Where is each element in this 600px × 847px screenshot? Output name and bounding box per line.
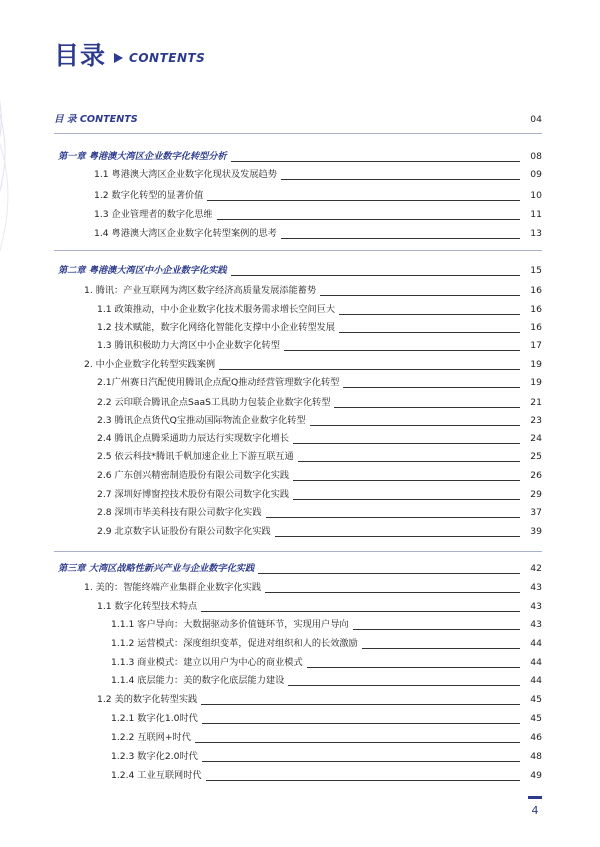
toc-item[interactable]: 2.4 腾讯企点腾采通助力辰达行实现数字化增长 24 bbox=[97, 433, 542, 444]
leader-line bbox=[231, 161, 520, 162]
toc-item[interactable]: 2.6 广东创兴精密制造股份有限公司数字化实践 26 bbox=[97, 470, 542, 481]
leader-line bbox=[307, 667, 520, 668]
leader-line bbox=[293, 443, 520, 444]
leader-line bbox=[339, 332, 520, 333]
toc-chapter-1[interactable]: 第一章 粤港澳大湾区企业数字化转型分析 08 bbox=[58, 151, 542, 162]
toc-entry-contents[interactable]: 目 录 CONTENTS 04 bbox=[54, 114, 542, 125]
leader-line bbox=[339, 314, 520, 315]
page-number: 4 bbox=[531, 804, 539, 817]
toc-item[interactable]: 2.9 北京数字认证股份有限公司数字化实践 39 bbox=[97, 526, 542, 537]
toc-item[interactable]: 2.2 云印联合腾讯企点SaaS工具助力包装企业数字化转型 21 bbox=[97, 397, 542, 408]
page-title: 目录 bbox=[54, 41, 107, 70]
leader-line bbox=[310, 425, 520, 426]
toc-item[interactable]: 1.4 粤港澳大湾区企业数字化转型案例的思考 13 bbox=[94, 228, 542, 239]
toc-item[interactable]: 1.2 美的数字化转型实践 45 bbox=[97, 694, 542, 705]
separator bbox=[54, 551, 542, 552]
leader-line bbox=[206, 780, 520, 781]
separator bbox=[54, 250, 542, 251]
leader-line bbox=[202, 723, 520, 724]
toc-item[interactable]: 1.1 数字化转型技术特点 43 bbox=[97, 601, 542, 612]
leader-line bbox=[202, 761, 520, 762]
toc-item[interactable]: 2. 中小企业数字化转型实践案例 19 bbox=[84, 359, 542, 370]
toc-item[interactable]: 2.5 依云科技*腾讯千帆加速企业上下游互联互通 25 bbox=[97, 451, 542, 462]
leader-line bbox=[207, 200, 520, 201]
leader-line bbox=[281, 179, 520, 180]
toc-item[interactable]: 1.3 企业管理者的数字化思维 11 bbox=[94, 209, 542, 220]
footer-accent-bar bbox=[528, 796, 542, 799]
toc-item[interactable]: 1.3 腾讯积极助力大湾区中小企业数字化转型 17 bbox=[97, 340, 542, 351]
toc-item[interactable]: 1.2.4 工业互联网时代 49 bbox=[111, 770, 542, 781]
toc-chapter-2[interactable]: 第二章 粤港澳大湾区中小企业数字化实践 15 bbox=[58, 265, 542, 276]
toc-item[interactable]: 1.1 政策推动，中小企业数字化技术服务需求增长空间巨大 16 bbox=[97, 304, 542, 315]
triangle-arrow-icon bbox=[114, 53, 123, 63]
leader-line bbox=[343, 387, 520, 388]
toc-item[interactable]: 1.1.3 商业模式：建立以用户为中心的商业模式 44 bbox=[111, 657, 542, 668]
toc-item[interactable]: 1.1.4 底层能力：美的数字化底层能力建设 44 bbox=[111, 675, 542, 686]
leader-line bbox=[217, 219, 520, 220]
leader-line bbox=[219, 369, 520, 370]
toc-item[interactable]: 1. 腾讯：产业互联网为湾区数字经济高质量发展添能蓄势 16 bbox=[84, 285, 542, 296]
leader-line bbox=[201, 704, 520, 705]
toc-item[interactable]: 1.1.1 客户导向：大数据驱动多价值链环节，实现用户导向 43 bbox=[111, 619, 542, 630]
toc-item[interactable]: 1.2.3 数字化2.0时代 48 bbox=[111, 751, 542, 762]
leader-line bbox=[293, 480, 520, 481]
toc-item[interactable]: 2.1广州赛日汽配使用腾讯企点配Q推动经营管理数字化转型 19 bbox=[97, 377, 542, 388]
toc-item[interactable]: 1.1.2 运营模式：深度组织变革，促进对组织和人的长效激励 44 bbox=[111, 638, 542, 649]
toc-item[interactable]: 2.7 深圳好博窗控技术股份有限公司数字化实践 29 bbox=[97, 489, 542, 500]
toc-chapter-3[interactable]: 第三章 大湾区战略性新兴产业与企业数字化实践 42 bbox=[58, 563, 542, 574]
toc-item[interactable]: 1.2.2 互联网+时代 46 bbox=[111, 732, 542, 743]
toc-item[interactable]: 1.2 数字化转型的显著价值 10 bbox=[94, 190, 542, 201]
separator bbox=[54, 133, 542, 134]
toc-item[interactable]: 1.2.1 数字化1.0时代 45 bbox=[111, 713, 542, 724]
page-subtitle: CONTENTS bbox=[129, 51, 206, 65]
leader-line bbox=[265, 592, 520, 593]
leader-line bbox=[288, 685, 520, 686]
leader-line bbox=[293, 499, 520, 500]
page-header bbox=[54, 40, 205, 70]
leader-line bbox=[284, 350, 520, 351]
leader-line bbox=[201, 611, 520, 612]
toc-item[interactable]: 2.8 深圳市毕美科技有限公司数字化实践 37 bbox=[97, 507, 542, 518]
leader-line bbox=[266, 517, 520, 518]
toc-item[interactable]: 1.1 粤港澳大湾区企业数字化现状及发展趋势 09 bbox=[94, 169, 542, 180]
toc-item[interactable]: 1.2 技术赋能，数字化网络化智能化支撑中小企业转型发展 16 bbox=[97, 322, 542, 333]
leader-line bbox=[334, 407, 520, 408]
leader-line bbox=[298, 461, 520, 462]
leader-line bbox=[195, 742, 520, 743]
toc-item[interactable]: 2.3 腾讯企点货代Q宝推动国际物流企业数字化转型 23 bbox=[97, 415, 542, 426]
leader-line bbox=[275, 536, 520, 537]
leader-line bbox=[258, 573, 520, 574]
decorative-curves bbox=[0, 0, 40, 300]
leader-line bbox=[231, 275, 520, 276]
leader-line bbox=[281, 238, 520, 239]
leader-line bbox=[362, 648, 520, 649]
leader-line bbox=[320, 295, 520, 296]
leader-line bbox=[353, 629, 520, 630]
toc-item[interactable]: 1. 美的：智能终端产业集群企业数字化实践 43 bbox=[84, 582, 542, 593]
